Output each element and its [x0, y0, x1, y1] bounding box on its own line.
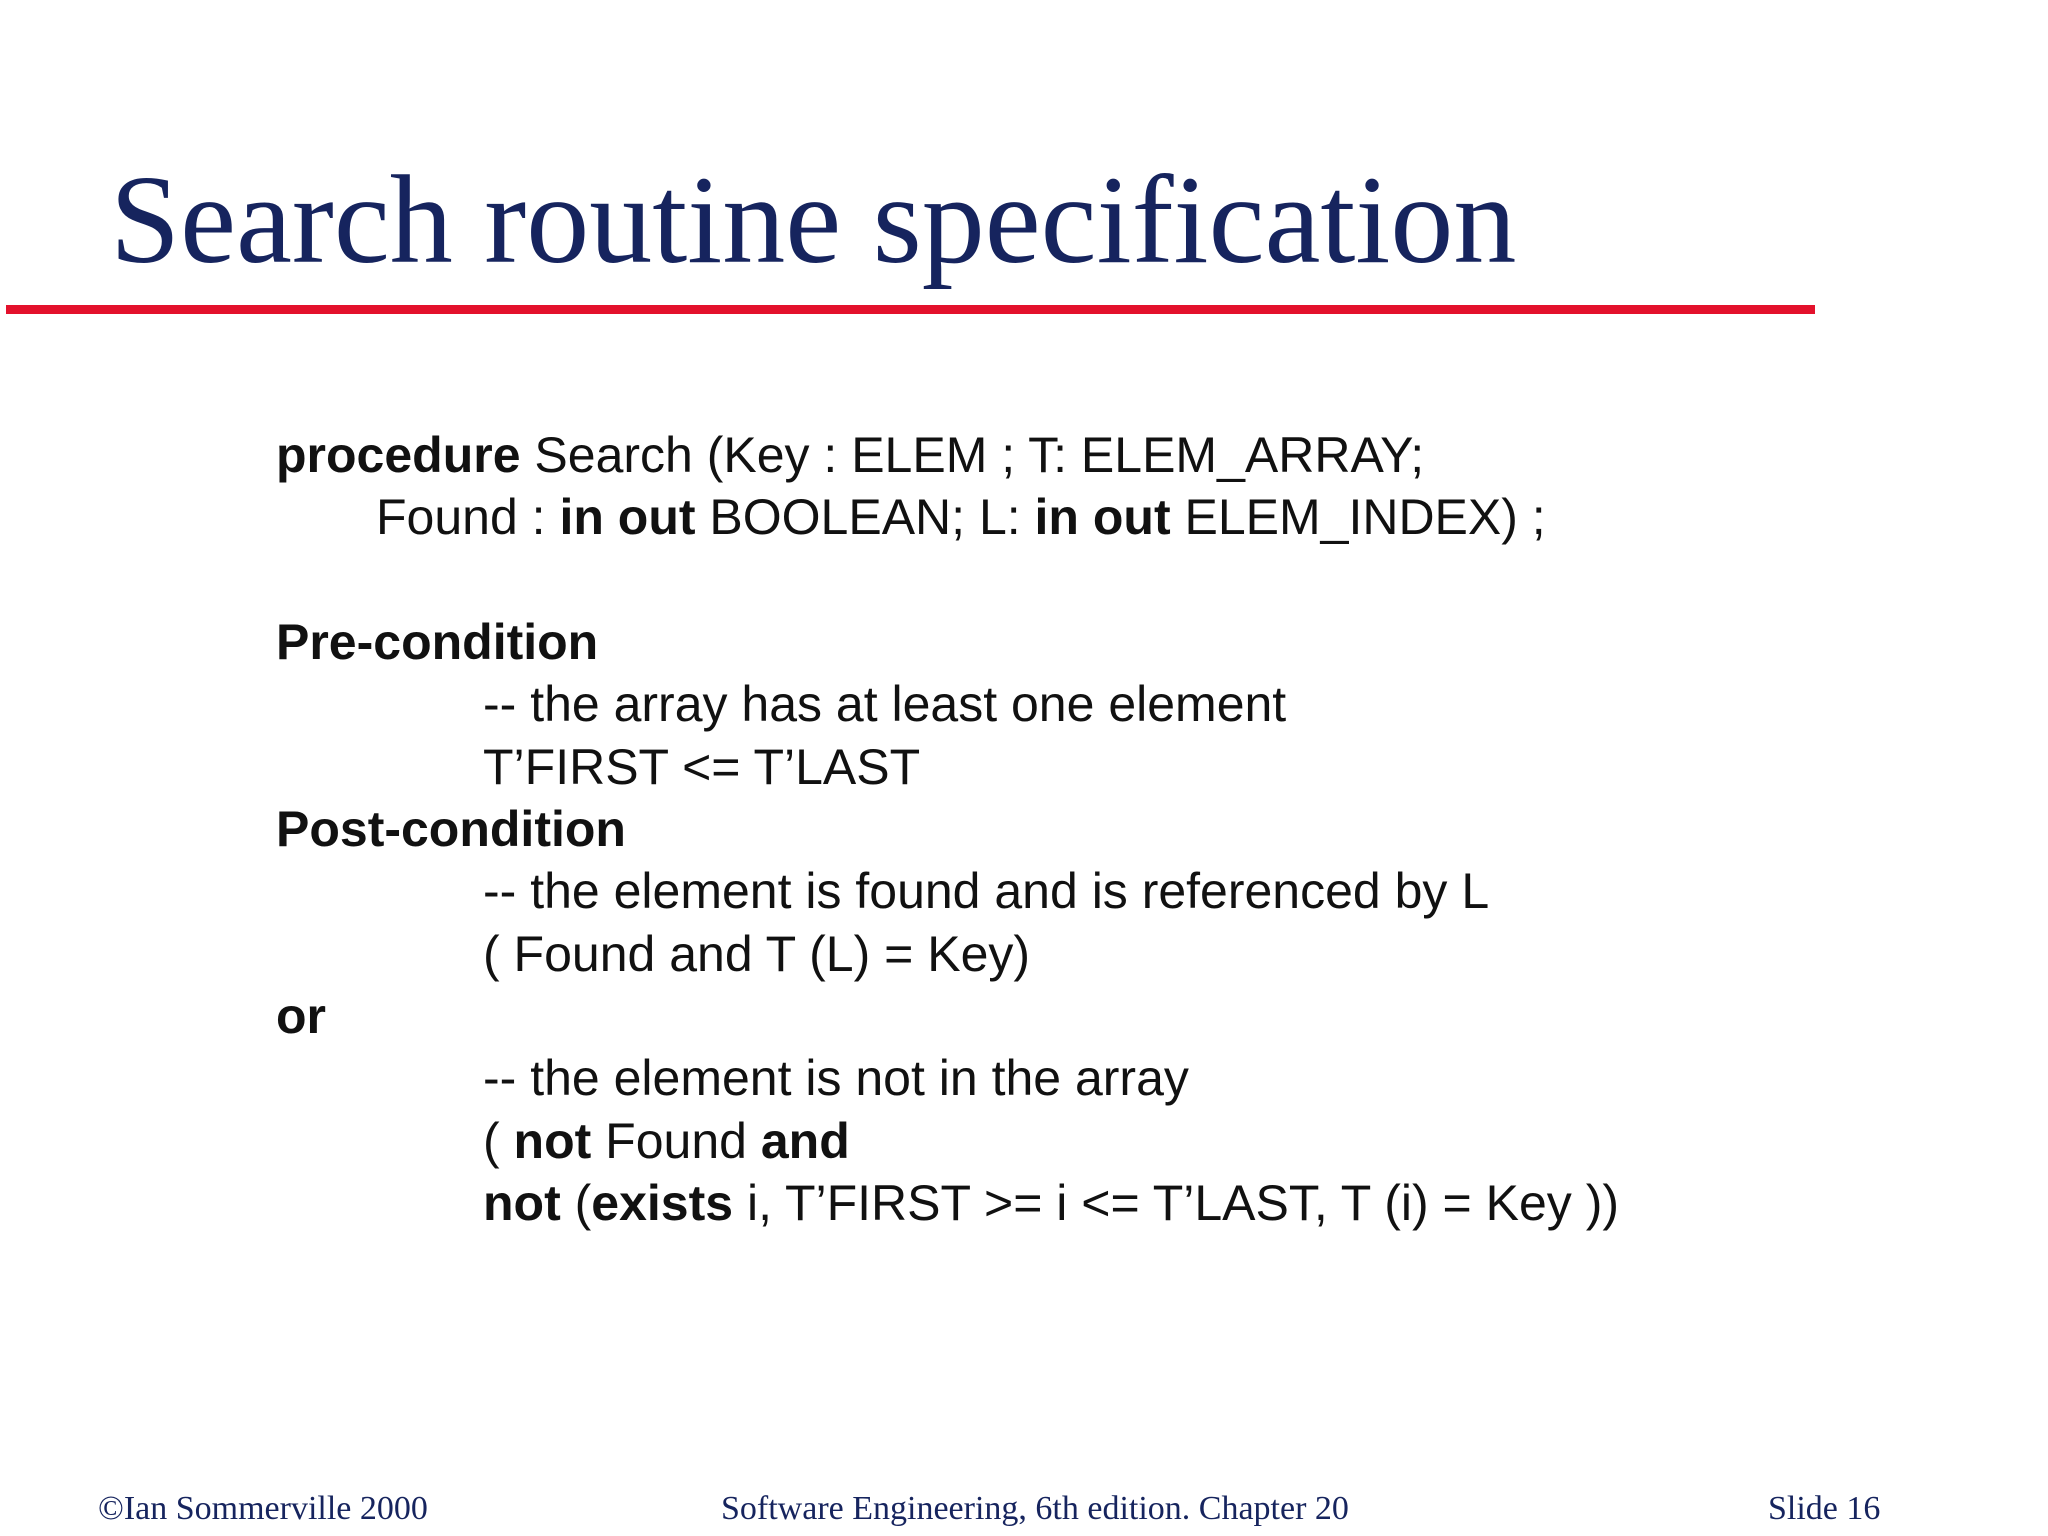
or-comment: -- the element is not in the array: [483, 1050, 1189, 1106]
procedure-signature-line-1: [276, 427, 1425, 483]
postcondition-comment: -- the element is found and is referenced by L: [483, 863, 1490, 919]
title-underline-rule: [6, 305, 1815, 314]
expr-text: Found: [591, 1113, 761, 1169]
signature-text: BOOLEAN; L:: [695, 489, 1035, 545]
expr-text: (: [483, 1113, 514, 1169]
precondition-label: [276, 614, 599, 670]
signature-text: Search (Key : ELEM ; T: ELEM_ARRAY;: [520, 427, 1425, 483]
keyword-exists: exists: [591, 1175, 734, 1231]
postcondition-label-text: Post-condition: [276, 801, 626, 857]
keyword-procedure: procedure: [276, 427, 521, 483]
precondition-comment: -- the array has at least one element: [483, 676, 1287, 732]
expr-text: i, T’FIRST >= i <= T’LAST, T (i) = Key )): [733, 1175, 1619, 1231]
keyword-and: and: [760, 1113, 850, 1169]
keyword-in-out: in out: [1034, 489, 1171, 545]
slide-title: Search routine specification: [110, 151, 1517, 290]
or-label: [276, 988, 326, 1044]
signature-text: Found :: [376, 489, 560, 545]
or-expression-line-1: [483, 1113, 850, 1169]
keyword-not: not: [513, 1113, 592, 1169]
footer-slide-number: Slide 16: [1768, 1490, 1881, 1527]
keyword-in-out: in out: [559, 489, 696, 545]
procedure-signature-line-2: [376, 489, 1546, 545]
expr-text: (: [560, 1175, 592, 1231]
footer-copyright: ©Ian Sommerville 2000: [98, 1490, 428, 1527]
precondition-label-text: Pre-condition: [276, 614, 599, 670]
postcondition-label: [276, 801, 626, 857]
or-expression-line-2: [483, 1175, 1619, 1231]
footer-book-title: Software Engineering, 6th edition. Chapter 20: [721, 1490, 1349, 1527]
signature-text: ELEM_INDEX) ;: [1170, 489, 1546, 545]
precondition-expression: T’FIRST <= T’LAST: [483, 739, 921, 795]
or-label-text: or: [276, 988, 326, 1044]
postcondition-expression: ( Found and T (L) = Key): [483, 926, 1031, 982]
keyword-not: not: [483, 1175, 561, 1231]
